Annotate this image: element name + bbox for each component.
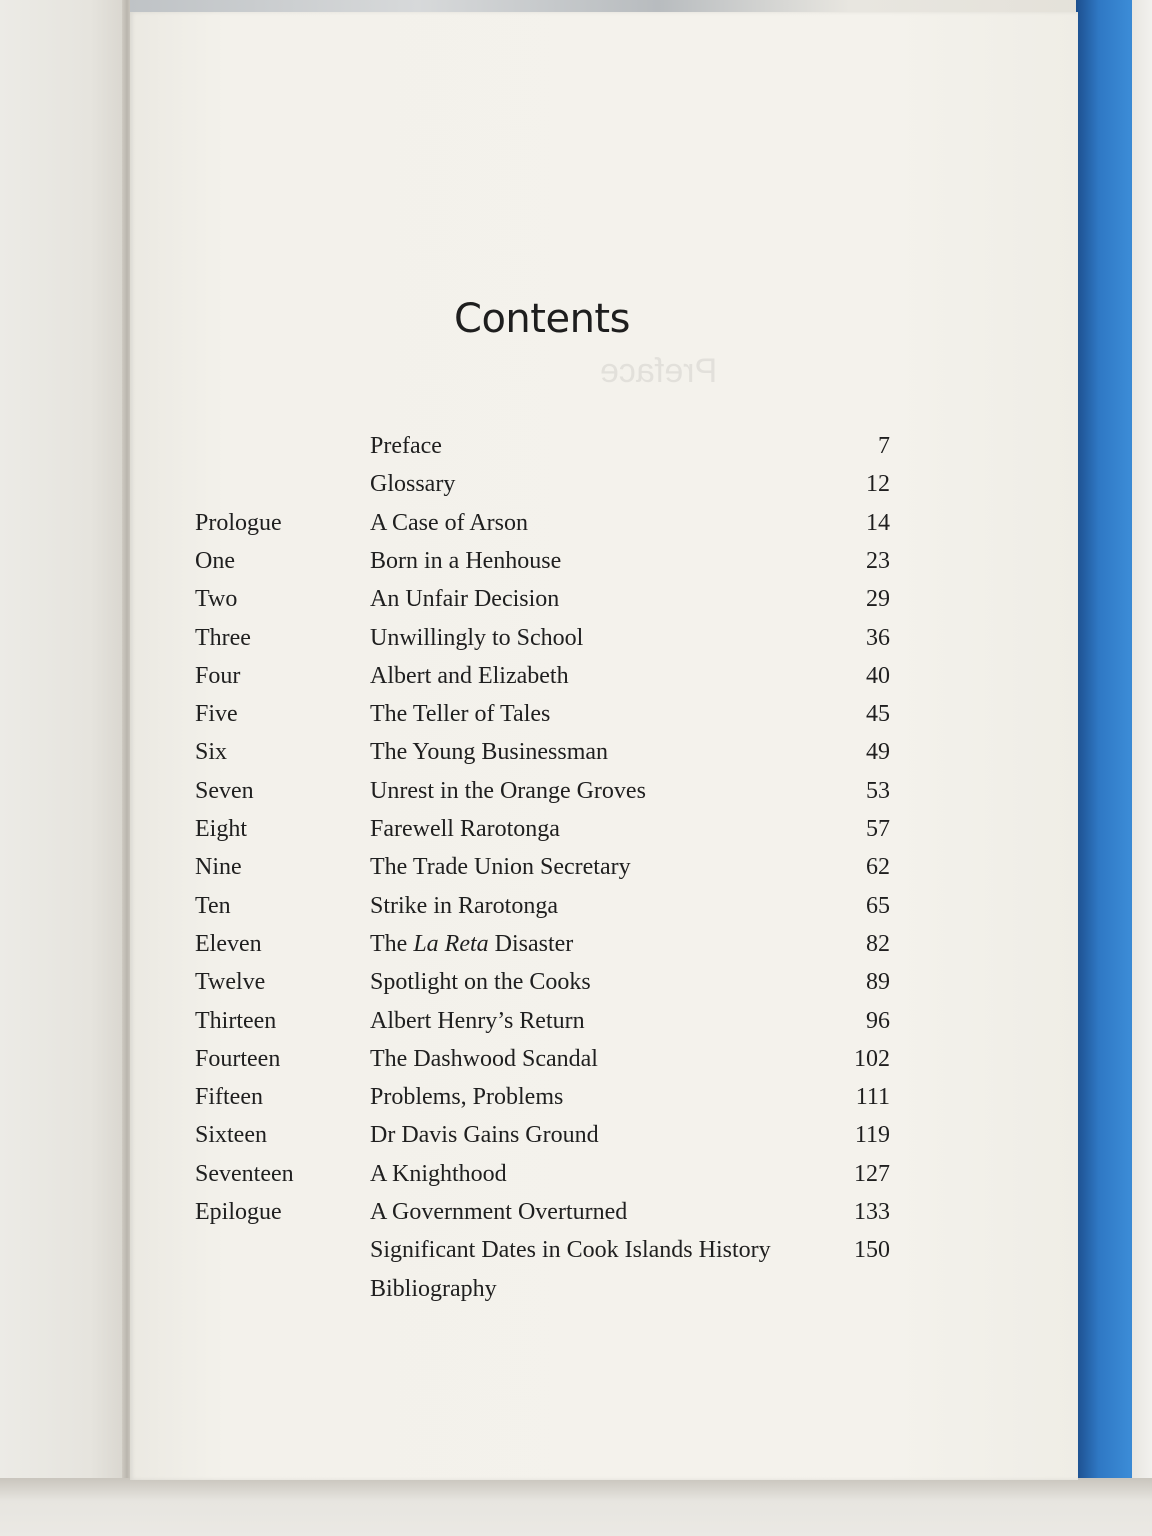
page-number: 49 (866, 739, 890, 766)
toc-entry (195, 1002, 890, 1040)
chapter-label: One (195, 547, 235, 574)
chapter-label: Eleven (195, 930, 262, 957)
chapter-title: Significant Dates in Cook Islands History (370, 1237, 771, 1264)
chapter-label: Fourteen (195, 1045, 281, 1072)
toc-entry (195, 465, 890, 503)
chapter-label: Seventeen (195, 1160, 294, 1187)
page-number: 102 (854, 1045, 890, 1072)
ship-name-italic: La Reta (413, 930, 489, 957)
chapter-label: Seven (195, 777, 254, 804)
chapter-title: A Case of Arson (370, 509, 528, 536)
page-number: 23 (866, 547, 890, 574)
toc-entry (195, 542, 890, 580)
chapter-title: The Teller of Tales (370, 701, 551, 728)
toc-entry (195, 1193, 890, 1231)
chapter-title: The Trade Union Secretary (370, 854, 631, 881)
page-number: 127 (854, 1160, 890, 1187)
toc-entry (195, 810, 890, 848)
toc-entry (195, 580, 890, 618)
page-number: 96 (866, 1007, 890, 1034)
chapter-label: Eight (195, 816, 247, 842)
page-number: 150 (854, 1237, 890, 1264)
toc-entry (195, 772, 890, 810)
page-number: 89 (866, 969, 890, 996)
chapter-title: Glossary (370, 471, 456, 498)
chapter-label: Ten (195, 892, 231, 919)
chapter-label: Three (195, 624, 251, 651)
toc-entry (195, 887, 890, 925)
toc-entry (195, 1231, 890, 1269)
chapter-title: Dr Davis Gains Ground (370, 1122, 599, 1149)
toc-entry (195, 733, 890, 771)
page-number: 82 (866, 930, 890, 957)
toc-entry (195, 695, 890, 733)
chapter-label: Epilogue (195, 1199, 282, 1225)
toc-entry (195, 657, 890, 695)
chapter-title: Farewell Rarotonga (370, 816, 560, 842)
chapter-label: Four (195, 662, 241, 689)
chapter-title: The Dashwood Scandal (370, 1045, 598, 1072)
page-number: 36 (866, 624, 890, 651)
page-number: 7 (878, 433, 890, 459)
chapter-label: Thirteen (195, 1007, 277, 1034)
chapter-label: Six (195, 739, 228, 766)
chapter-title: Unrest in the Orange Groves (370, 777, 646, 804)
page-number: 14 (866, 509, 890, 536)
chapter-title: An Unfair Decision (370, 586, 560, 613)
page-number: 40 (866, 662, 890, 689)
chapter-label: Prologue (195, 509, 282, 536)
chapter-title: The La Reta Disaster (370, 930, 574, 957)
toc-entry (195, 1270, 890, 1308)
toc-entry (195, 1040, 890, 1078)
chapter-label: Nine (195, 854, 242, 881)
page-number: 57 (866, 816, 890, 842)
toc-entry (195, 925, 890, 963)
chapter-title: Spotlight on the Cooks (370, 969, 591, 996)
page-title: Contents (454, 296, 630, 342)
chapter-title: Born in a Henhouse (370, 547, 562, 574)
chapter-title: Unwillingly to School (370, 624, 584, 651)
chapter-title: A Government Overturned (370, 1199, 628, 1225)
chapter-label: Fifteen (195, 1084, 263, 1111)
chapter-title: Problems, Problems (370, 1084, 564, 1111)
page-number: 65 (866, 892, 890, 919)
chapter-title: Albert Henry’s Return (370, 1007, 585, 1034)
toc-entry (195, 427, 890, 465)
chapter-label: Twelve (195, 969, 266, 996)
toc-entry (195, 504, 890, 542)
chapter-label: Two (195, 586, 238, 613)
chapter-title: Preface (370, 433, 442, 459)
chapter-label: Five (195, 701, 238, 728)
toc-entry (195, 1078, 890, 1116)
page-number: 111 (855, 1084, 890, 1111)
page-number: 12 (866, 471, 890, 498)
page-number: 119 (854, 1122, 890, 1149)
toc-entry (195, 1116, 890, 1154)
chapter-title: Bibliography (370, 1275, 497, 1302)
show-through-preface-heading: Preface (600, 352, 718, 390)
page-number: 45 (866, 701, 890, 728)
chapter-title: Strike in Rarotonga (370, 892, 558, 919)
page-number: 53 (866, 777, 890, 804)
page-number: 29 (866, 586, 890, 613)
toc-entry (195, 619, 890, 657)
chapter-title: A Knighthood (370, 1160, 507, 1187)
page-number: 133 (854, 1199, 890, 1225)
chapter-title: The Young Businessman (370, 739, 609, 766)
chapter-title: Albert and Elizabeth (370, 662, 569, 689)
toc-entry (195, 848, 890, 886)
toc-entry (195, 963, 890, 1001)
page-number: 62 (866, 854, 890, 881)
toc-entry (195, 1155, 890, 1193)
chapter-label: Sixteen (195, 1122, 267, 1149)
